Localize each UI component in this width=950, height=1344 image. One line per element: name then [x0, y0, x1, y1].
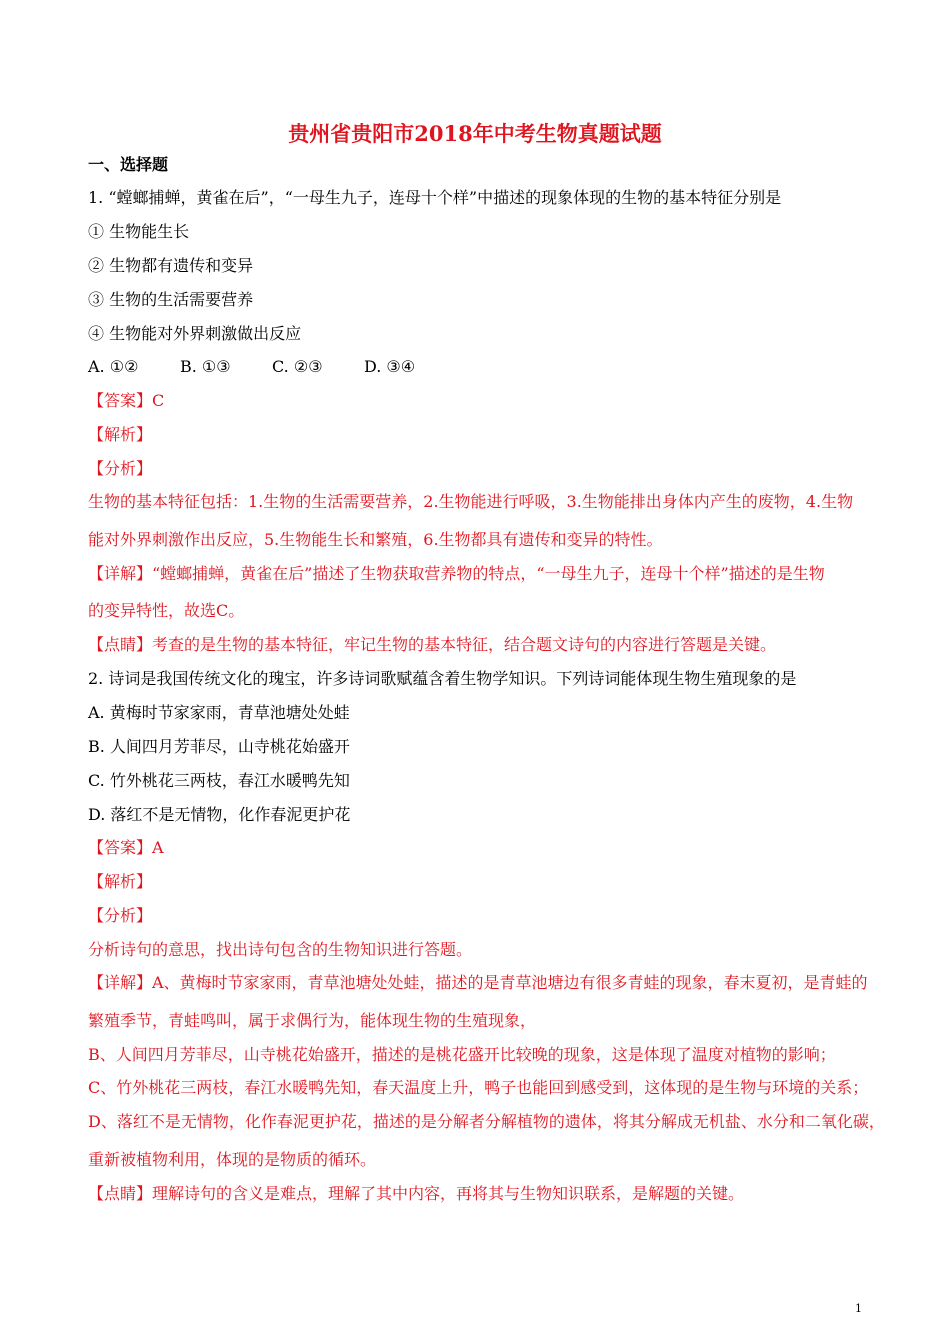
- q2-option-c: C. 竹外桃花三两枝，春江水暖鸭先知: [88, 771, 350, 790]
- q1-option-d: D. ③④: [364, 357, 416, 376]
- q2-answer: 【答案】A: [88, 838, 164, 857]
- q2-detail-line3: B、人间四月芳菲尽，山寺桃花始盛开，描述的是桃花盛开比较晚的现象，这是体现了温度对植物的影响；: [88, 1045, 836, 1064]
- q2-detail-line6: 重新被植物利用，体现的是物质的循环。: [88, 1150, 377, 1169]
- q1-analysis-line1: 生物的基本特征包括：1.生物的生活需要营养，2.生物能进行呼吸，3.生物能排出身体内产生的废物，4.生物: [88, 492, 854, 511]
- q2-comment: 【点睛】理解诗句的含义是难点，理解了其中内容，再将其与生物知识联系，是解题的关键。: [88, 1184, 745, 1203]
- q1-item-1: ① 生物能生长: [88, 222, 190, 241]
- q1-fenxi-label: 【分析】: [88, 459, 153, 478]
- page-number: 1: [855, 1302, 862, 1315]
- q2-detail-line1: 【详解】A、黄梅时节家家雨，青草池塘处处蛙，描述的是青草池塘边有很多青蛙的现象，春末夏初，是青蛙的: [88, 973, 868, 992]
- q2-option-d: D. 落红不是无情物，化作春泥更护花: [88, 805, 351, 824]
- q1-item-3: ③ 生物的生活需要营养: [88, 290, 254, 309]
- q2-jiexi-label: 【解析】: [88, 872, 153, 891]
- section-heading: 一、选择题: [88, 155, 169, 174]
- q2-analysis: 分析诗句的意思，找出诗句包含的生物知识进行答题。: [88, 940, 473, 959]
- q1-option-c: C. ②③: [272, 357, 323, 376]
- q1-detail-line2: 的变异特性，故选C。: [88, 601, 245, 620]
- q1-stem: 1. “螳螂捕蝉，黄雀在后”，“一母生九子，连母十个样”中描述的现象体现的生物的基本特征分别是: [88, 188, 782, 207]
- q2-fenxi-label: 【分析】: [88, 906, 153, 925]
- q1-jiexi-label: 【解析】: [88, 425, 153, 444]
- q2-option-b: B. 人间四月芳菲尽，山寺桃花始盛开: [88, 737, 350, 756]
- q2-detail-line2: 繁殖季节，青蛙鸣叫，属于求偶行为，能体现生物的生殖现象，: [88, 1011, 537, 1030]
- q1-option-a: A. ①②: [88, 357, 139, 376]
- q1-detail-line1: 【详解】“螳螂捕蝉，黄雀在后”描述了生物获取营养物的特点，“一母生九子，连母十个样”描述的是生物: [88, 564, 825, 583]
- q2-stem: 2. 诗词是我国传统文化的瑰宝，许多诗词歌赋蕴含着生物学知识。下列诗词能体现生物生殖现象的是: [88, 669, 797, 688]
- page-title: 贵州省贵阳市2018年中考生物真题试题: [288, 121, 662, 146]
- q1-analysis-line2: 能对外界刺激作出反应，5.生物能生长和繁殖，6.生物都具有遗传和变异的特性。: [88, 530, 663, 549]
- q1-options: [88, 357, 415, 377]
- q1-comment: 【点睛】考查的是生物的基本特征，牢记生物的基本特征，结合题文诗句的内容进行答题是关键。: [88, 635, 777, 654]
- q2-option-a: A. 黄梅时节家家雨，青草池塘处处蛙: [88, 703, 350, 722]
- q1-item-2: ② 生物都有遗传和变异: [88, 256, 254, 275]
- q1-option-b: B. ①③: [180, 357, 231, 376]
- q1-item-4: ④ 生物能对外界刺激做出反应: [88, 324, 302, 343]
- q1-answer: 【答案】C: [88, 391, 165, 410]
- q2-detail-line4: C、竹外桃花三两枝，春江水暖鸭先知，春天温度上升，鸭子也能回到感受到，这体现的是生物与环境的关系；: [88, 1078, 869, 1097]
- q2-detail-line5: D、落红不是无情物，化作春泥更护花，描述的是分解者分解植物的遗体，将其分解成无机盐、水分和二氧化碳，: [88, 1112, 885, 1131]
